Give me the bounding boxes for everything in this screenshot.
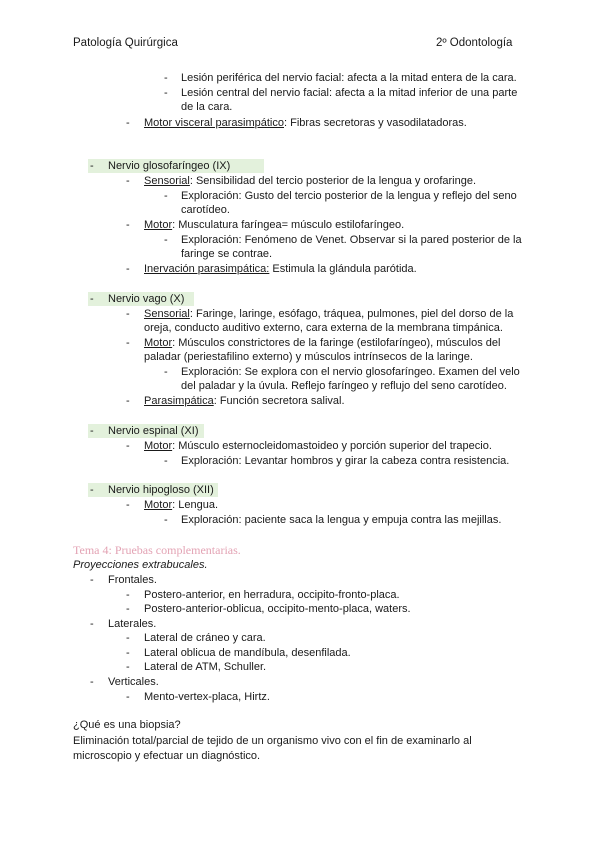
tema4-subtitle: Proyecciones extrabucales.: [73, 559, 208, 571]
motor-text: : Músculos constrictores de la faringe (estilofaríngeo), músculos del: [172, 337, 501, 349]
motor-text: : Lengua.: [172, 499, 218, 511]
bullet-dash: -: [126, 691, 130, 703]
para-text: : Función secretora salival.: [213, 395, 345, 407]
biopsia-question: ¿Qué es una biopsia?: [73, 719, 181, 731]
laterales-label: Laterales.: [108, 618, 157, 630]
bullet-dash: -: [90, 676, 94, 688]
glosofaringeo-exp2b: faringe se contrae.: [181, 248, 273, 260]
bullet-dash: -: [126, 603, 130, 615]
bullet-dash: -: [126, 499, 130, 511]
laterales-item-3: Lateral de ATM, Schuller.: [144, 661, 267, 673]
bullet-dash: -: [126, 219, 130, 231]
bullet-dash: -: [164, 366, 168, 378]
bullet-dash: -: [90, 484, 94, 496]
visceral-label: Motor visceral parasimpático: [144, 117, 284, 129]
bullet-dash: -: [90, 574, 94, 586]
bullet-dash: -: [164, 87, 168, 99]
glosofaringeo-exp1a: Exploración: Gusto del tercio posterior de la lengua y reflejo del seno: [181, 190, 517, 202]
laterales-item-1: Lateral de cráneo y cara.: [144, 632, 266, 644]
frontales-label: Frontales.: [108, 574, 157, 586]
glosofaringeo-sensorial: [144, 174, 476, 188]
inerv-label: Inervación parasimpática:: [144, 263, 270, 275]
bullet-dash: -: [126, 337, 130, 349]
facial-visceral: [144, 116, 467, 130]
motor-text: : Musculatura faríngea= músculo estilofaríngeo.: [172, 219, 405, 231]
bullet-dash: -: [126, 308, 130, 320]
vago-parasimpatica: [144, 394, 345, 408]
motor-label: Motor: [144, 440, 173, 452]
vago-exp-a: Exploración: Se explora con el nervio glosofaríngeo. Examen del velo: [181, 366, 520, 378]
bullet-dash: -: [126, 263, 130, 275]
sensorial-label: Sensorial: [144, 175, 190, 187]
para-label: Parasimpática: [144, 395, 214, 407]
visceral-text: : Fibras secretoras y vasodilatadoras.: [284, 117, 467, 129]
vago-motor-a: [144, 336, 500, 350]
vago-title: Nervio vago (X): [108, 293, 185, 305]
bullet-dash: -: [126, 661, 130, 673]
bullet-dash: -: [126, 589, 130, 601]
hipogloso-motor: [144, 498, 218, 512]
hipogloso-exp: Exploración: paciente saca la lengua y empuja contra las mejillas.: [181, 514, 502, 526]
motor-text: : Músculo esternocleidomastoideo y porción superior del trapecio.: [172, 440, 492, 452]
espinal-exp: Exploración: Levantar hombros y girar la cabeza contra resistencia.: [181, 455, 510, 467]
bullet-dash: -: [126, 440, 130, 452]
vago-sensorial-b: oreja, conducto auditivo externo, cara externa de la membrana timpánica.: [144, 322, 503, 334]
espinal-title: Nervio espinal (XI): [108, 425, 199, 437]
frontales-item-2: Postero-anterior-oblicua, occipito-mento-placa, waters.: [144, 603, 411, 615]
motor-label: Motor: [144, 499, 173, 511]
facial-item-2b: de la cara.: [181, 101, 233, 113]
glosofaringeo-exp1b: carotídeo.: [181, 204, 230, 216]
hipogloso-title: Nervio hipogloso (XII): [108, 484, 214, 496]
bullet-dash: -: [164, 455, 168, 467]
bullet-dash: -: [90, 160, 94, 172]
bullet-dash: -: [126, 117, 130, 129]
vago-exp-b: del paladar y la úvula. Reflejo faríngeo y reflujo del seno carotídeo.: [181, 380, 507, 392]
bullet-dash: -: [90, 425, 94, 437]
bullet-dash: -: [90, 618, 94, 630]
facial-item-1: Lesión periférica del nervio facial: afecta a la mitad entera de la cara.: [181, 72, 517, 84]
vago-motor-b: paladar (periestafilino externo) y músculos intrínsecos de la laringe.: [144, 351, 473, 363]
glosofaringeo-exp2a: Exploración: Fenómeno de Venet. Observar si la pared posterior de la: [181, 234, 522, 246]
header-right: 2º Odontología: [436, 37, 513, 49]
glosofaringeo-title: Nervio glosofaríngeo (IX): [108, 160, 231, 172]
verticales-item-1: Mento-vertex-placa, Hirtz.: [144, 691, 270, 703]
sensorial-text: : Faringe, laringe, esófago, tráquea, pulmones, piel del dorso de la: [189, 308, 514, 320]
glosofaringeo-inerv: [144, 262, 417, 276]
tema4-title: Tema 4: Pruebas complementarias.: [73, 543, 241, 557]
laterales-item-2: Lateral oblicua de mandíbula, desenfilada.: [144, 647, 351, 659]
verticales-label: Verticales.: [108, 676, 159, 688]
frontales-item-1: Postero-anterior, en herradura, occipito-fronto-placa.: [144, 589, 400, 601]
header-left: Patología Quirúrgica: [73, 37, 178, 49]
sensorial-label: Sensorial: [144, 308, 190, 320]
vago-sensorial-a: [144, 307, 513, 321]
motor-label: Motor: [144, 219, 173, 231]
espinal-motor: [144, 439, 492, 453]
inerv-text: Estimula la glándula parótida.: [269, 263, 417, 275]
bullet-dash: -: [126, 395, 130, 407]
bullet-dash: -: [126, 175, 130, 187]
biopsia-answer-b: microscopio y efectuar un diagnóstico.: [73, 750, 261, 762]
bullet-dash: -: [164, 190, 168, 202]
bullet-dash: -: [164, 72, 168, 84]
bullet-dash: -: [126, 647, 130, 659]
bullet-dash: -: [164, 514, 168, 526]
glosofaringeo-motor: [144, 218, 404, 232]
motor-label: Motor: [144, 337, 173, 349]
sensorial-text: : Sensibilidad del tercio posterior de la lengua y orofaringe.: [189, 175, 477, 187]
bullet-dash: -: [90, 293, 94, 305]
facial-item-2a: Lesión central del nervio facial: afecta a la mitad inferior de una parte: [181, 87, 518, 99]
biopsia-answer-a: Eliminación total/parcial de tejido de un organismo vivo con el fin de examinarlo al: [73, 735, 472, 747]
bullet-dash: -: [126, 632, 130, 644]
bullet-dash: -: [164, 234, 168, 246]
